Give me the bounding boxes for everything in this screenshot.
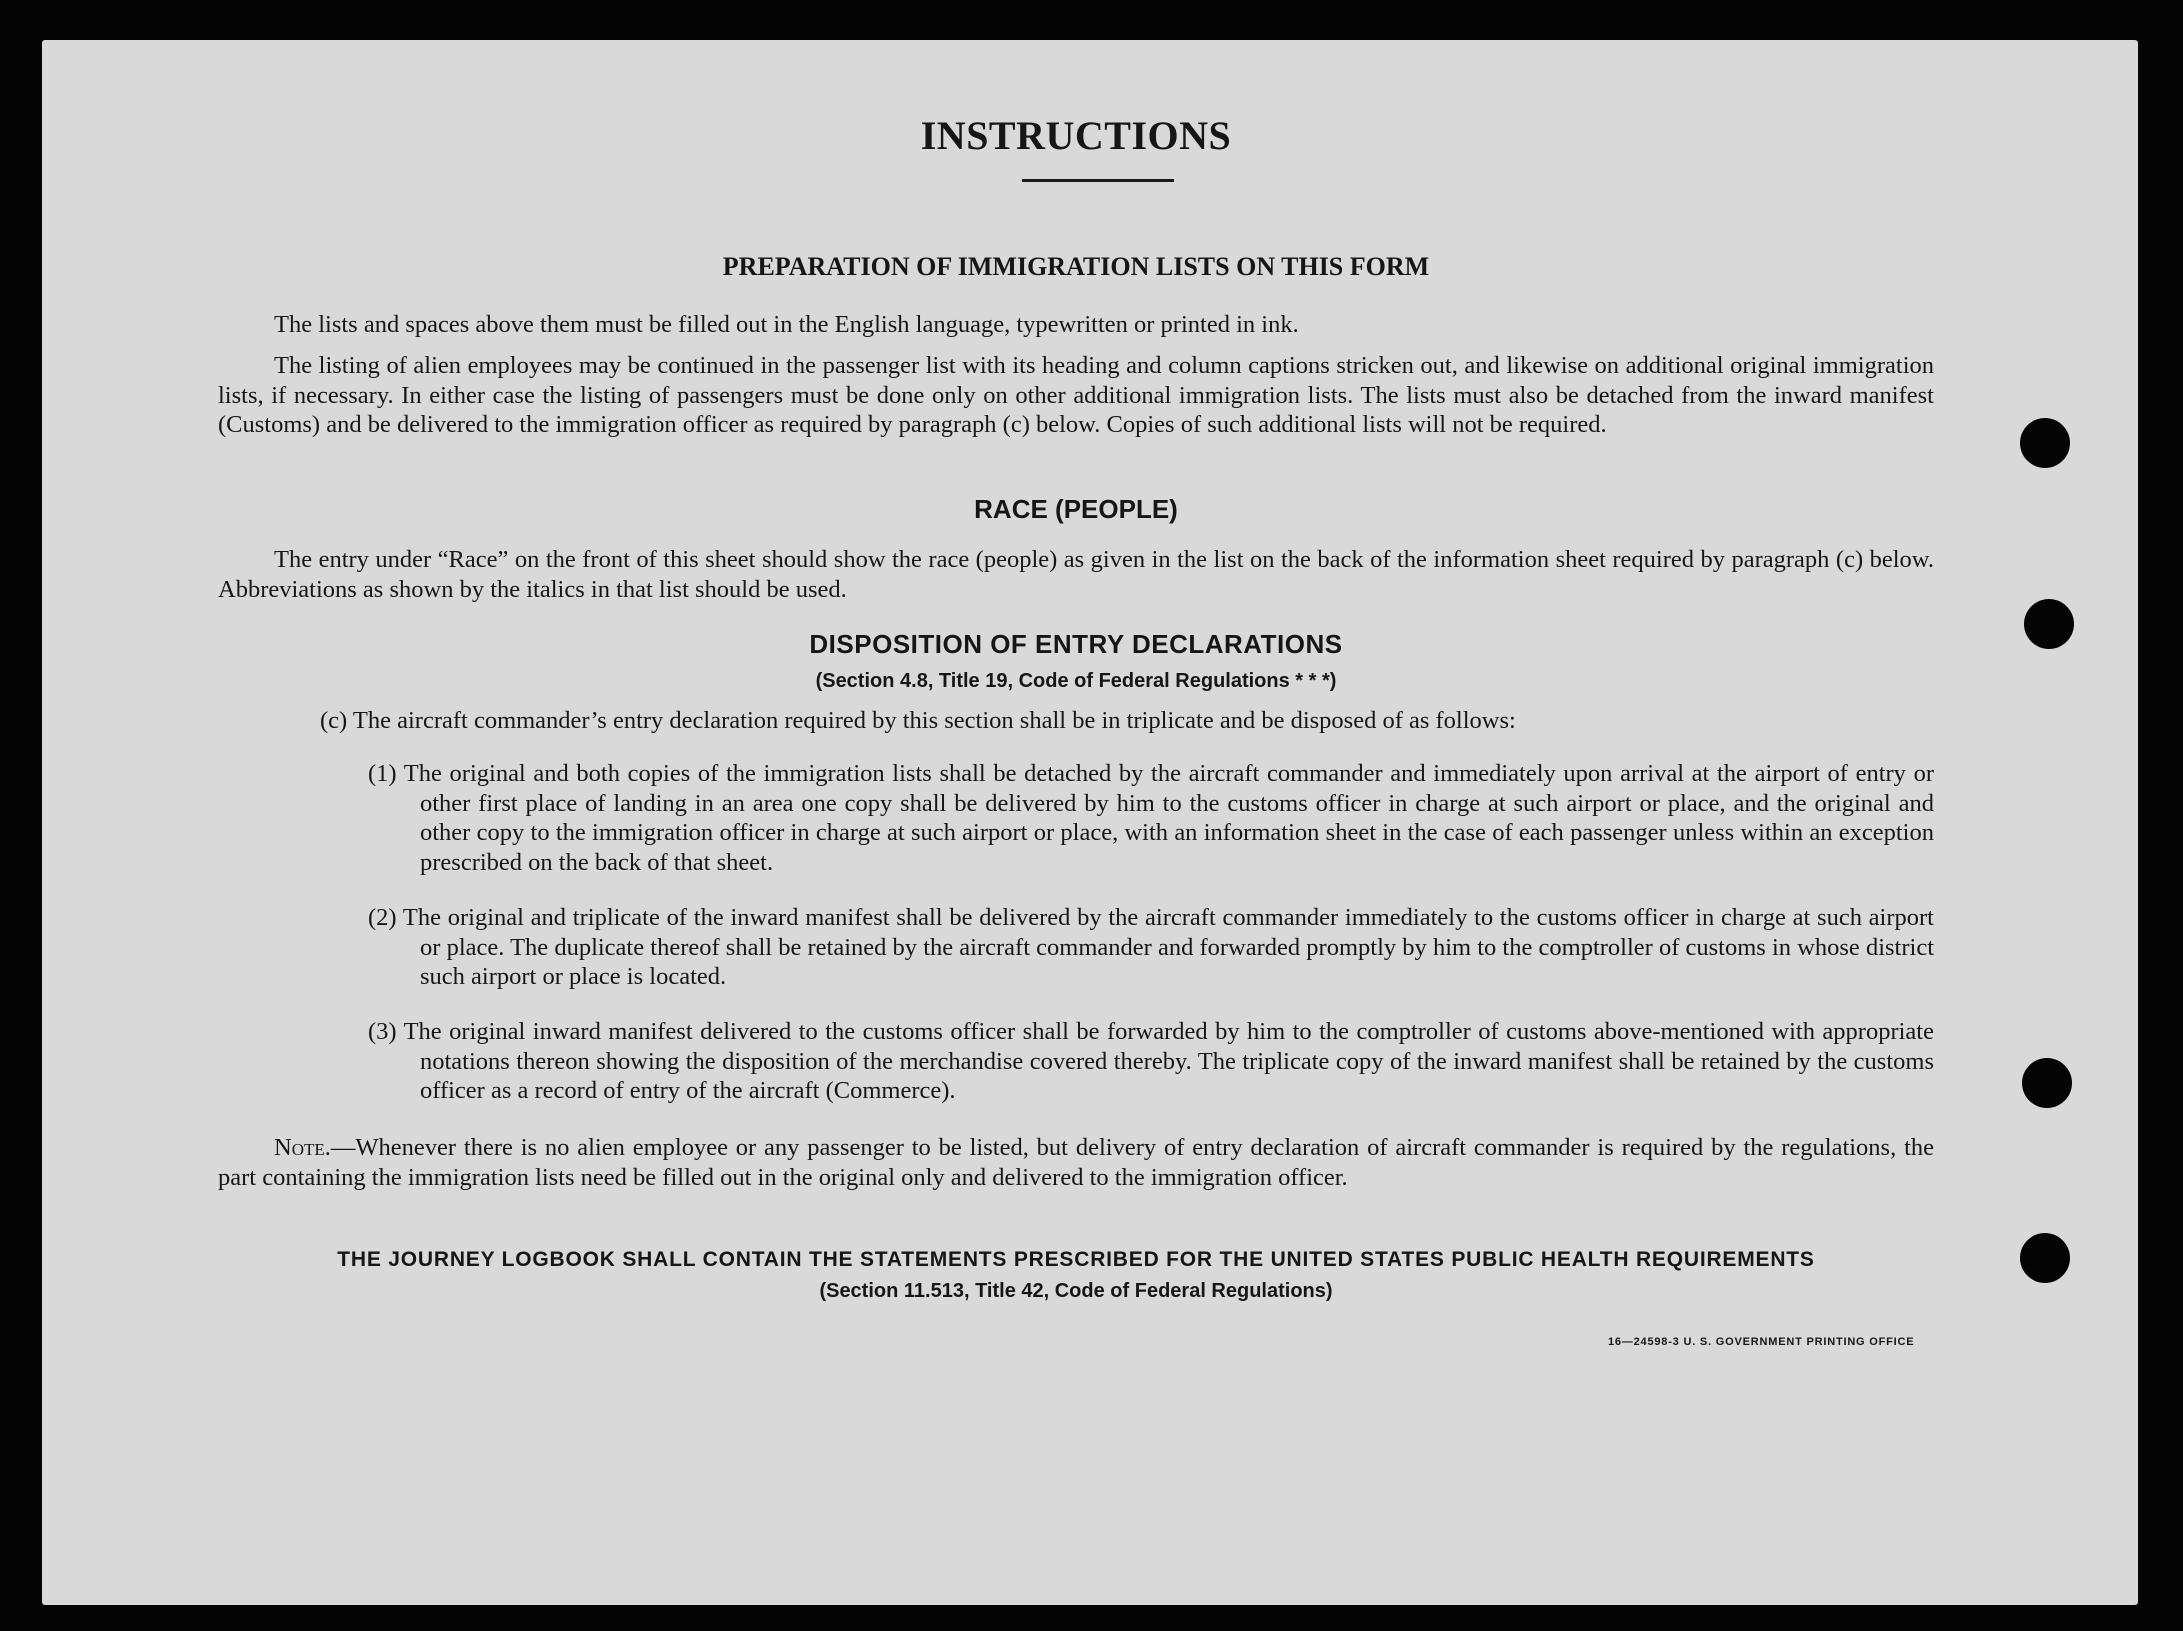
- disposition-intro: [218, 706, 1934, 736]
- preparation-heading: PREPARATION OF IMMIGRATION LISTS ON THIS FORM: [722, 252, 1430, 281]
- punch-hole: [2020, 418, 2070, 468]
- note-text: —Whenever there is no alien employee or any passenger to be listed, but delivery of entry declaration of aircraft commander is required by the regulations, the part containing the immigration lists need be filled out in the original only and delivered to the immigration officer.: [218, 1134, 1934, 1191]
- intro-marker: (c): [320, 707, 348, 734]
- note-label: Note.: [274, 1134, 331, 1161]
- disposition-citation: (Section 4.8, Title 19, Code of Federal Regulations * * *): [815, 670, 1337, 692]
- disposition-item-1: [368, 759, 1934, 877]
- punch-hole: [2022, 1058, 2072, 1108]
- race-heading: RACE (PEOPLE): [974, 494, 1178, 524]
- punch-hole: [2024, 599, 2074, 649]
- health-requirements-line: THE JOURNEY LOGBOOK SHALL CONTAIN THE STATEMENTS PRESCRIBED FOR THE UNITED STATES PUBLIC HEALTH REQUIREMENTS: [337, 1248, 1815, 1271]
- page-title: INSTRUCTIONS: [920, 113, 1232, 158]
- item-text: The original inward manifest delivered to the customs officer shall be forwarded by him to the comptroller of customs above-mentioned with appropriate notations thereon showing the disposition of the merchandise covered thereby. The triplicate copy of the inward manifest shall be retained by the customs officer as a record of entry of the aircraft (Commerce).: [403, 1018, 1934, 1104]
- preparation-paragraph-1: The lists and spaces above them must be filled out in the English language, typewritten or printed in ink.: [274, 311, 1299, 338]
- item-marker: (2): [368, 904, 397, 931]
- item-marker: (1): [368, 760, 397, 787]
- item-text: The original and both copies of the immigration lists shall be detached by the aircraft commander and immediately upon arrival at the airport of entry or other first place of landing in an area one copy shall be delivered by him to the customs officer in charge at such airport or place, and the original and other copy to the immigration officer in charge at such airport or place, with an information sheet in the case of each passenger unless within an exception prescribed on the back of that sheet.: [403, 760, 1934, 876]
- printer-imprint: 16—24598-3 U. S. GOVERNMENT PRINTING OFFICE: [1608, 1336, 1915, 1348]
- title-underline: [1022, 179, 1174, 182]
- disposition-item-3: [368, 1017, 1934, 1106]
- note-paragraph: [218, 1133, 1934, 1192]
- race-paragraph: The entry under “Race” on the front of this sheet should show the race (people) as given in the list on the back of the information sheet required by paragraph (c) below. Abbreviations as shown by the italics in that list should be used.: [218, 546, 1934, 603]
- punch-hole: [2020, 1233, 2070, 1283]
- disposition-heading: DISPOSITION OF ENTRY DECLARATIONS: [809, 629, 1343, 659]
- intro-text: The aircraft commander’s entry declaration required by this section shall be in triplicate and be disposed of as follows:: [352, 707, 1516, 734]
- disposition-item-2: [368, 903, 1934, 992]
- item-marker: (3): [368, 1018, 397, 1045]
- health-citation: (Section 11.513, Title 42, Code of Federal Regulations): [819, 1280, 1333, 1302]
- document-page: [42, 40, 2138, 1605]
- preparation-paragraph-2: The listing of alien employees may be continued in the passenger list with its heading and column captions stricken out, and likewise on additional original immigration lists, if necessary. In either case the listing of passengers must be done only on other additional immigration lists. The lists must also be detached from the inward manifest (Customs) and be delivered to the immigration officer as required by paragraph (c) below. Copies of such additional lists will not be required.: [218, 352, 1934, 438]
- item-text: The original and triplicate of the inward manifest shall be delivered by the aircraft commander immediately to the customs officer in charge at such airport or place. The duplicate thereof shall be retained by the aircraft commander and forwarded promptly by him to the comptroller of customs in whose district such airport or place is located.: [402, 904, 1934, 990]
